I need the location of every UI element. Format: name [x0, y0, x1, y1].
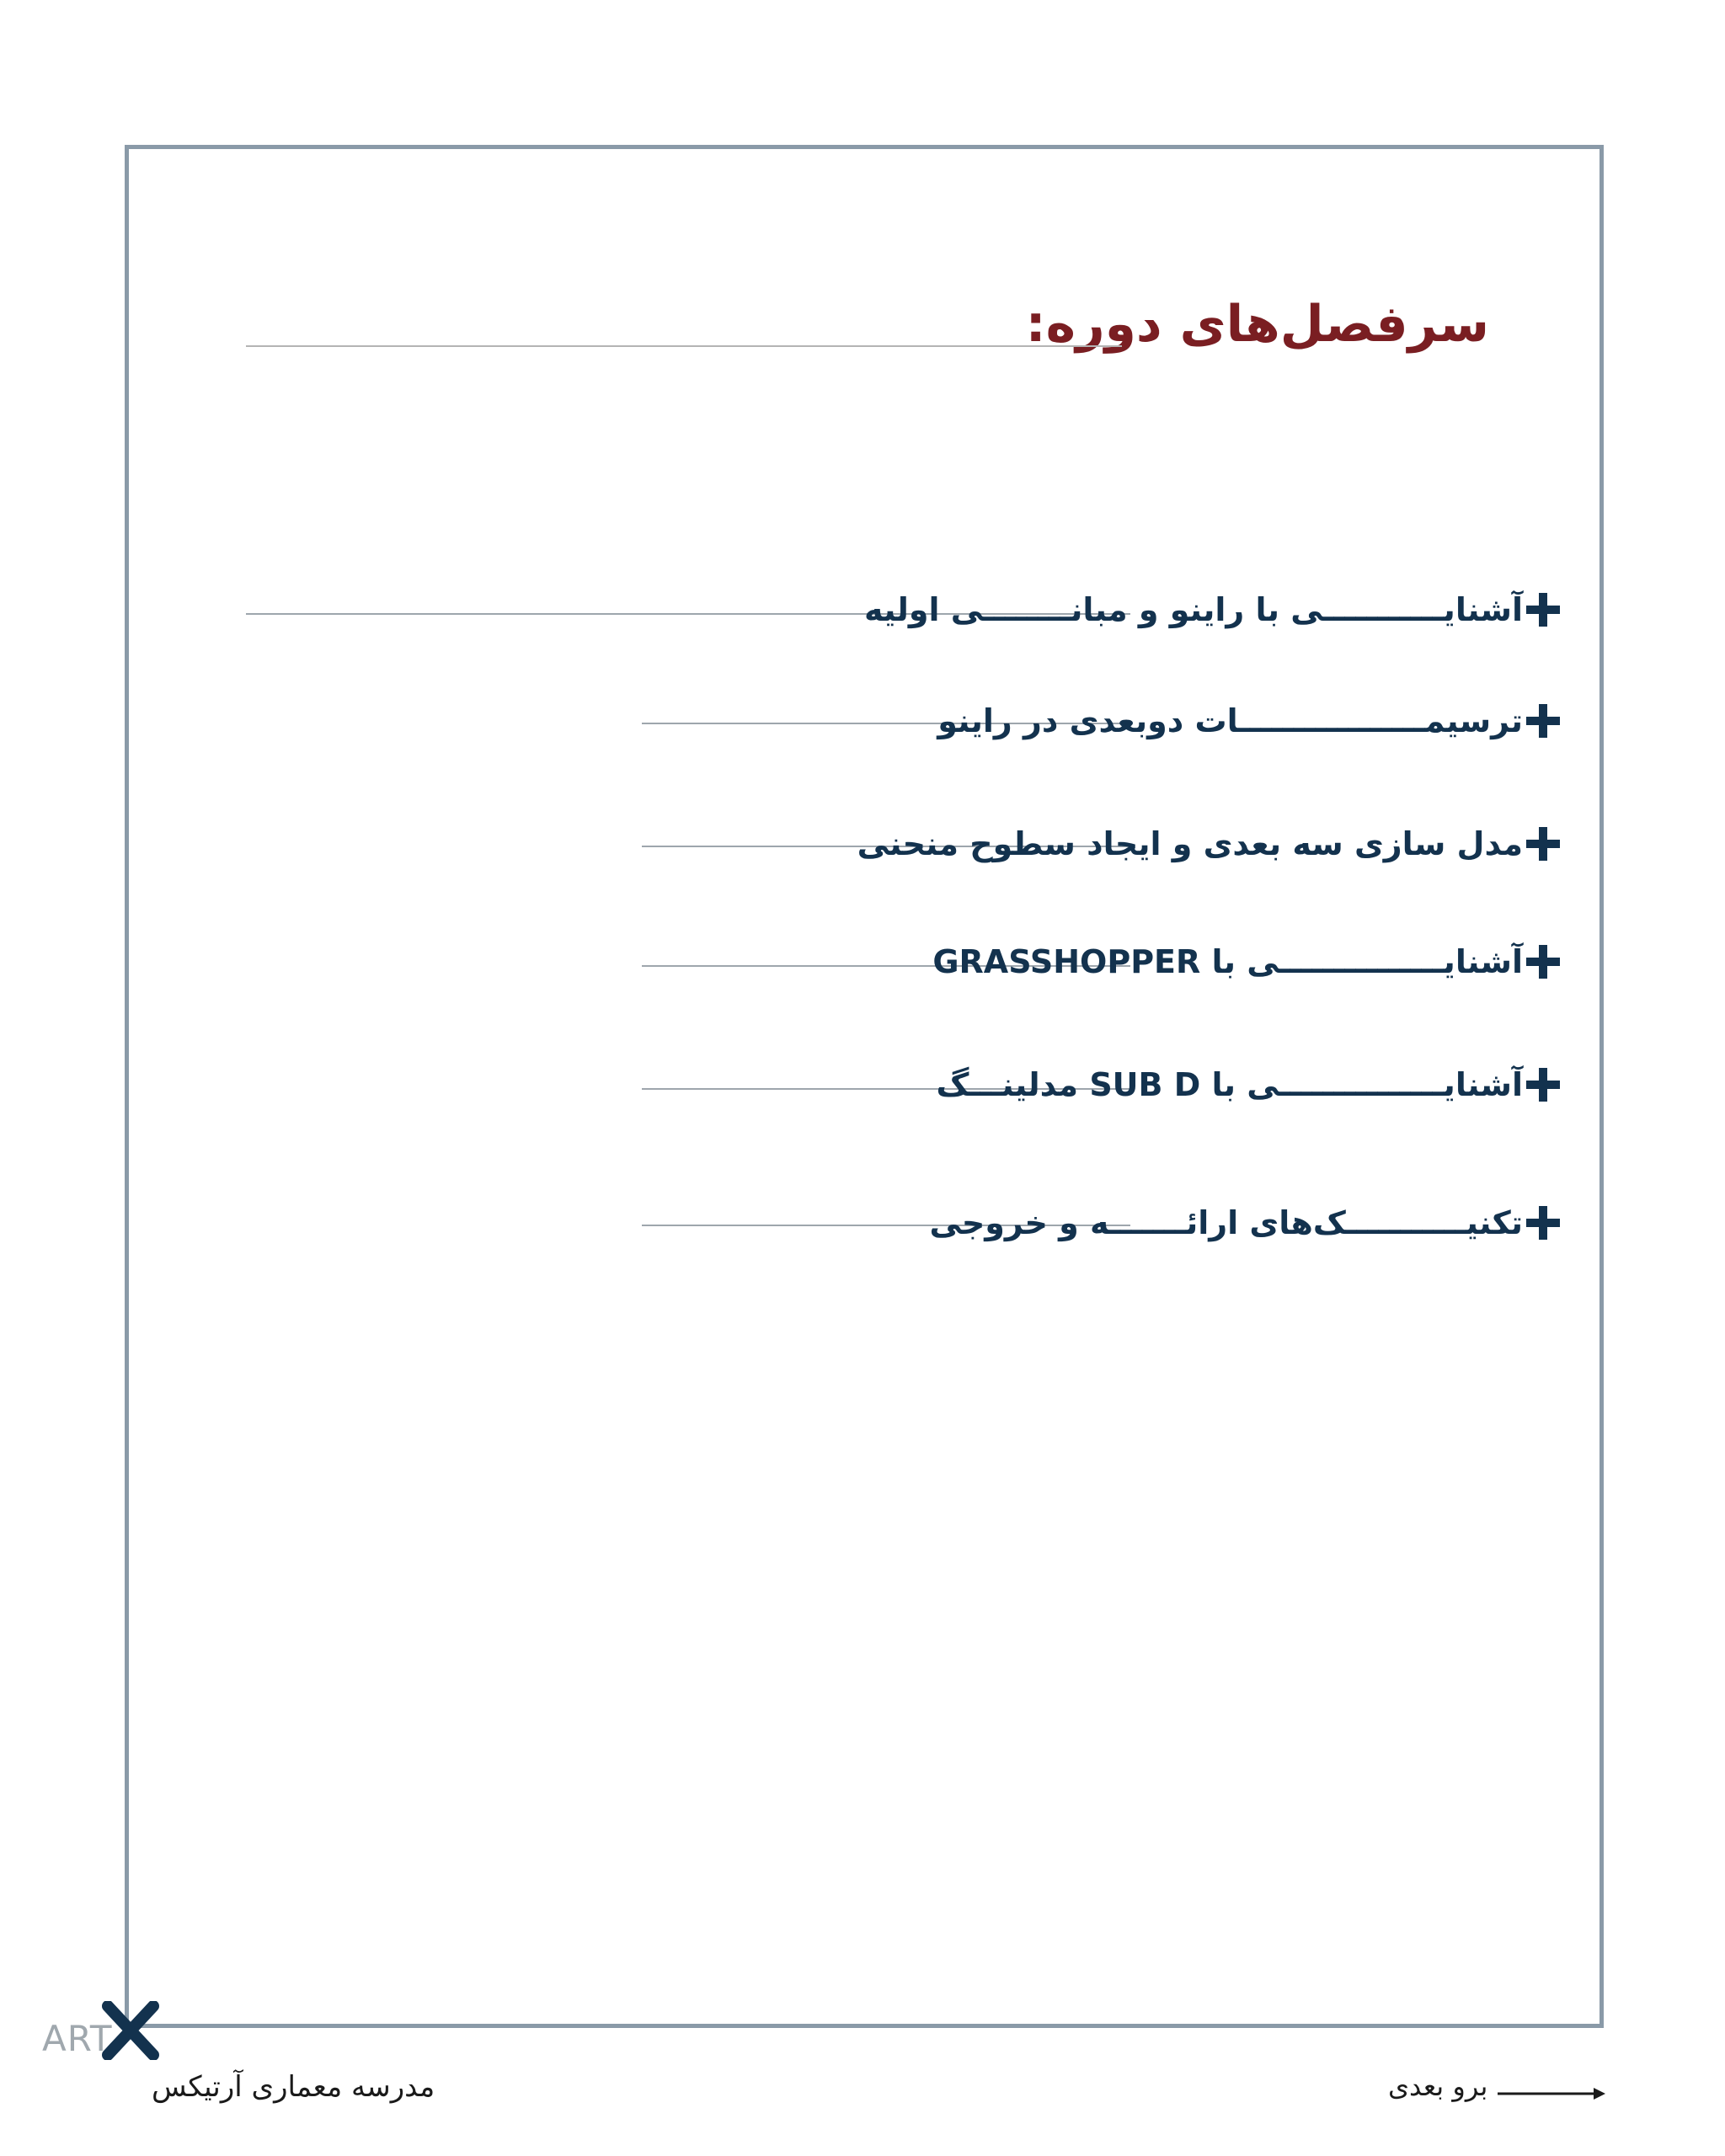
topic-label: آشنایـــــــــــــــی با GRASSHOPPER — [932, 943, 1523, 980]
next-label: برو بعدی — [1388, 2070, 1488, 2102]
plus-icon — [1526, 593, 1560, 627]
next-page-link[interactable] — [1388, 2070, 1607, 2112]
plus-icon — [1526, 1068, 1560, 1102]
topic-item — [633, 584, 1560, 635]
topic-label: آشنایـــــــــــــــی با SUB D مدلینـــگ — [936, 1066, 1523, 1103]
topic-label: آشنایـــــــــــی با راینو و مبانــــــــی اولیه — [864, 591, 1523, 628]
arrow-right-icon — [1498, 2085, 1607, 2102]
logo-text: ART — [42, 2018, 113, 2059]
plus-icon — [1526, 1206, 1560, 1240]
topic-label: تکنیـــــــــــک‌های ارائـــــــه و خروجی — [929, 1204, 1523, 1241]
plus-icon — [1526, 704, 1560, 738]
school-name: مدرسه معماری آرتیکس — [152, 2070, 435, 2104]
plus-icon — [1526, 827, 1560, 861]
title-rule — [246, 345, 1122, 347]
x-icon — [101, 2001, 160, 2060]
topic-item — [633, 696, 1560, 746]
topic-label: مدل سازی سه بعدی و ایجاد سطوح منحنی — [857, 825, 1523, 862]
topic-item — [633, 1059, 1560, 1110]
page-title: سرفصل‌های دوره: — [1025, 295, 1489, 354]
topic-item — [633, 937, 1560, 987]
plus-icon — [1526, 945, 1560, 979]
topic-label: ترسیمـــــــــــــــــات دوبعدی در راینو — [937, 702, 1523, 739]
logo — [42, 1994, 168, 2062]
topic-item — [633, 1198, 1560, 1248]
topic-item — [633, 819, 1560, 869]
